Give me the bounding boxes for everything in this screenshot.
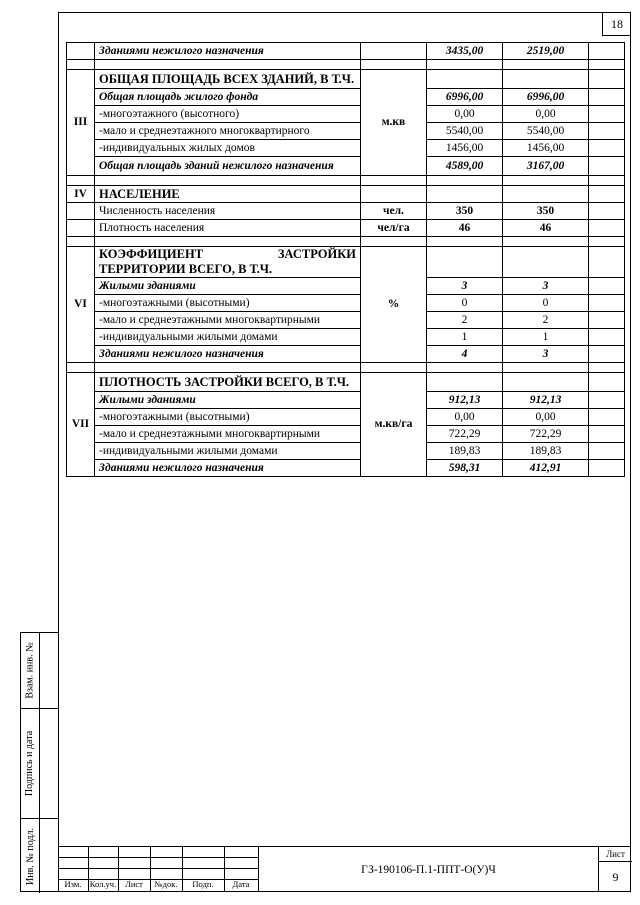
section-header-row — [67, 373, 625, 392]
value-project — [503, 70, 589, 89]
inv-podl-cell — [21, 819, 59, 893]
value-existing: 3435,00 — [427, 43, 503, 60]
unit-cell — [361, 186, 427, 203]
value-existing: 0 — [427, 295, 503, 312]
note-cell — [589, 203, 625, 220]
spacer-row — [67, 176, 625, 186]
unit-cell: м.кв/га — [361, 373, 427, 477]
note-cell — [589, 70, 625, 89]
podpis-data-cell — [21, 709, 59, 819]
value-existing — [427, 186, 503, 203]
unit-cell: м.кв — [361, 70, 427, 176]
table-row — [67, 392, 625, 409]
value-existing: 189,83 — [427, 443, 503, 460]
vzam-inv-label: Взам. инв. № — [24, 642, 36, 699]
value-project: 912,13 — [503, 392, 589, 409]
note-cell — [589, 392, 625, 409]
indicator-name: НАСЕЛЕНИЕ — [95, 186, 361, 203]
indicator-name: КОЭФФИЦИЕНТ ЗАСТРОЙКИ ТЕРРИТОРИИ ВСЕГО, В Т.Ч. — [95, 247, 361, 278]
spacer-row — [67, 60, 625, 70]
table-row — [67, 140, 625, 157]
title-block — [58, 846, 631, 892]
table-row — [67, 89, 625, 106]
value-project: 0,00 — [503, 106, 589, 123]
value-existing: 1456,00 — [427, 140, 503, 157]
vzam-inv-cell — [21, 633, 59, 709]
indicator-name: -многоэтажными (высотными) — [95, 409, 361, 426]
value-existing — [427, 70, 503, 89]
table-row — [67, 295, 625, 312]
note-cell — [589, 106, 625, 123]
indicator-name: Плотность населения — [95, 220, 361, 237]
section-header-row — [67, 70, 625, 89]
section-number — [67, 43, 95, 60]
section-number: IV — [67, 186, 95, 203]
value-existing: 4589,00 — [427, 157, 503, 176]
value-project: 2 — [503, 312, 589, 329]
note-cell — [589, 89, 625, 106]
value-existing: 5540,00 — [427, 123, 503, 140]
value-project: 0,00 — [503, 409, 589, 426]
value-project — [503, 247, 589, 278]
note-cell — [589, 373, 625, 392]
indicator-name: -многоэтажными (высотными) — [95, 295, 361, 312]
indicator-name: -многоэтажного (высотного) — [95, 106, 361, 123]
note-cell — [589, 220, 625, 237]
value-existing: 722,29 — [427, 426, 503, 443]
value-project: 3167,00 — [503, 157, 589, 176]
data-label: Дата — [232, 879, 250, 889]
kol-uch-label: Кол.уч. — [89, 879, 117, 889]
list-label: Лист — [125, 879, 143, 889]
table-row — [67, 203, 625, 220]
value-existing: 2 — [427, 312, 503, 329]
table-row — [67, 329, 625, 346]
unit-cell — [361, 43, 427, 60]
table-row — [67, 43, 625, 60]
indicator-name: ОБЩАЯ ПЛОЩАДЬ ВСЕХ ЗДАНИЙ, В Т.Ч. — [95, 70, 361, 89]
value-project — [503, 186, 589, 203]
indicator-name: -индивидуальными жилыми домами — [95, 443, 361, 460]
table-row — [67, 123, 625, 140]
podp-label: Подп. — [192, 879, 214, 889]
value-existing: 3 — [427, 278, 503, 295]
table-row — [67, 426, 625, 443]
unit-cell: % — [361, 247, 427, 363]
note-cell — [589, 409, 625, 426]
ndok-label: №док. — [154, 879, 178, 889]
izm-label: Изм. — [64, 879, 82, 889]
section-header-row — [67, 247, 625, 278]
indicator-name: Зданиями нежилого назначения — [95, 346, 361, 363]
value-existing: 0,00 — [427, 409, 503, 426]
indicator-name: ПЛОТНОСТЬ ЗАСТРОЙКИ ВСЕГО, В Т.Ч. — [95, 373, 361, 392]
indicator-name: -индивидуальными жилыми домами — [95, 329, 361, 346]
section-number: VII — [67, 373, 95, 477]
note-cell — [589, 312, 625, 329]
page-number: 18 — [602, 12, 631, 36]
note-cell — [589, 140, 625, 157]
section-number — [67, 220, 95, 237]
table-row — [67, 346, 625, 363]
value-project: 3 — [503, 346, 589, 363]
value-existing: 46 — [427, 220, 503, 237]
value-project: 3 — [503, 278, 589, 295]
document-code: ГЗ-190106-П.1-ППТ-О(У)Ч — [258, 846, 598, 892]
table-row — [67, 443, 625, 460]
value-existing: 598,31 — [427, 460, 503, 477]
indicators-table — [66, 42, 625, 477]
table-row — [67, 460, 625, 477]
value-project: 5540,00 — [503, 123, 589, 140]
spacer-row — [67, 363, 625, 373]
value-project — [503, 373, 589, 392]
table-row — [67, 220, 625, 237]
note-cell — [589, 278, 625, 295]
section-number — [67, 203, 95, 220]
value-existing: 912,13 — [427, 392, 503, 409]
value-existing: 4 — [427, 346, 503, 363]
note-cell — [589, 123, 625, 140]
inv-podl-label: Инв. № подл. — [24, 827, 36, 885]
value-project: 1 — [503, 329, 589, 346]
indicator-name: Жилыми зданиями — [95, 278, 361, 295]
indicator-name: -мало и среднеэтажными многоквартирными — [95, 312, 361, 329]
table-row — [67, 157, 625, 176]
spacer-row — [67, 237, 625, 247]
note-cell — [589, 295, 625, 312]
table-row — [67, 278, 625, 295]
table-row — [67, 106, 625, 123]
value-project: 46 — [503, 220, 589, 237]
section-number: III — [67, 70, 95, 176]
note-cell — [589, 460, 625, 477]
indicator-name: -мало и среднеэтажными многоквартирными — [95, 426, 361, 443]
value-project: 412,91 — [503, 460, 589, 477]
note-cell — [589, 186, 625, 203]
indicator-name: Зданиями нежилого назначения — [95, 43, 361, 60]
value-project: 1456,00 — [503, 140, 589, 157]
podpis-data-label: Подпись и дата — [24, 730, 36, 797]
table-row — [67, 409, 625, 426]
indicator-name: Жилыми зданиями — [95, 392, 361, 409]
note-cell — [589, 157, 625, 176]
indicator-name: -индивидуальных жилых домов — [95, 140, 361, 157]
revision-labels — [58, 879, 258, 892]
note-cell — [589, 247, 625, 278]
section-header-row — [67, 186, 625, 203]
note-cell — [589, 329, 625, 346]
value-existing — [427, 247, 503, 278]
value-existing: 350 — [427, 203, 503, 220]
value-project: 6996,00 — [503, 89, 589, 106]
indicator-name: Численность населения — [95, 203, 361, 220]
value-existing — [427, 373, 503, 392]
value-existing: 6996,00 — [427, 89, 503, 106]
note-cell — [589, 346, 625, 363]
indicator-name: Общая площадь жилого фонда — [95, 89, 361, 106]
note-cell — [589, 426, 625, 443]
unit-cell: чел/га — [361, 220, 427, 237]
sheet-label: Лист — [599, 847, 632, 862]
table-row — [67, 312, 625, 329]
indicator-name: -мало и среднеэтажного многоквартирного — [95, 123, 361, 140]
value-existing: 1 — [427, 329, 503, 346]
value-existing: 0,00 — [427, 106, 503, 123]
value-project: 2519,00 — [503, 43, 589, 60]
sheet-number: 9 — [612, 870, 619, 884]
value-project: 0 — [503, 295, 589, 312]
unit-cell: чел. — [361, 203, 427, 220]
side-stamp — [20, 632, 58, 892]
indicator-name: Общая площадь зданий нежилого назначения — [95, 157, 361, 176]
indicator-name: Зданиями нежилого назначения — [95, 460, 361, 477]
value-project: 189,83 — [503, 443, 589, 460]
section-number: VI — [67, 247, 95, 363]
note-cell — [589, 443, 625, 460]
sheet-box — [598, 846, 631, 892]
note-cell — [589, 43, 625, 60]
value-project: 722,29 — [503, 426, 589, 443]
value-project: 350 — [503, 203, 589, 220]
